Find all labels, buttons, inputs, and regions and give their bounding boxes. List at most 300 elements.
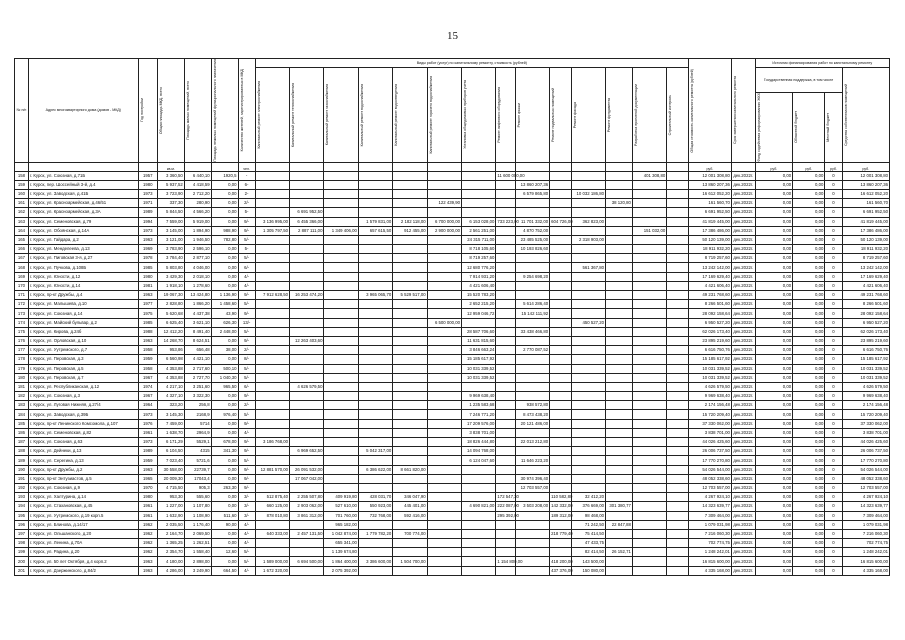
row-work-cost	[606, 392, 633, 401]
row-work-cost	[632, 483, 666, 492]
row-work-cost	[462, 493, 496, 502]
row-work-cost	[393, 318, 427, 327]
row-work-cost	[606, 447, 633, 456]
row-local: 0	[825, 465, 842, 474]
row-regional: 0,00	[793, 226, 825, 235]
row-work-cost	[550, 410, 571, 419]
row-area-living: 8 491,40	[184, 327, 211, 336]
row-work-cost	[324, 281, 358, 290]
row-address: г. Курск, ул. Блинова, д.14/17	[28, 520, 138, 529]
row-federal: 0,00	[755, 401, 793, 410]
row-regional: 0,00	[793, 529, 825, 538]
table-row	[15, 355, 890, 364]
row-area-nonliving: 0,00	[211, 502, 238, 511]
row-work-cost	[550, 300, 571, 309]
row-federal: 0,00	[755, 263, 793, 272]
row-work-cost	[358, 309, 392, 318]
row-work-cost	[358, 456, 392, 465]
row-area-living: 22739,7	[184, 465, 211, 474]
row-work-cost	[606, 281, 633, 290]
row-area-nonliving: 0,00	[211, 355, 238, 364]
row-work-cost	[358, 300, 392, 309]
row-cost-total: 4 267 924,10	[688, 493, 731, 502]
row-cost-total: 10 031 339,52	[688, 373, 731, 382]
row-residents: 5/-	[238, 327, 255, 336]
row-work-cost	[632, 180, 666, 189]
row-work-cost	[571, 245, 605, 254]
row-cost-total: 6 616 750,76	[688, 346, 731, 355]
row-work-cost	[496, 346, 515, 355]
row-work-cost	[667, 254, 689, 263]
row-federal: 0,00	[755, 309, 793, 318]
row-work-cost	[632, 529, 666, 538]
row-work-cost	[550, 189, 571, 198]
row-work-cost	[290, 327, 324, 336]
row-work-cost	[667, 410, 689, 419]
row-area-total: 4 217,10	[157, 382, 184, 391]
row-work-cost	[324, 401, 358, 410]
row-work-cost: 122 439,90	[427, 199, 461, 208]
row-work-cost	[324, 336, 358, 345]
row-area-living: 905,3	[184, 483, 211, 492]
row-area-nonliving: 0,00	[211, 336, 238, 345]
row-work-cost: 1 154 800,00	[496, 557, 515, 566]
row-number: 172	[15, 300, 29, 309]
row-work-cost	[496, 438, 515, 447]
row-work-cost	[515, 336, 549, 345]
row-federal: 0,00	[755, 438, 793, 447]
row-work-cost	[462, 474, 496, 483]
row-federal: 0,00	[755, 235, 793, 244]
row-work-cost: 6 386 622,00	[358, 465, 392, 474]
row-work-cost	[667, 456, 689, 465]
row-work-cost	[358, 208, 392, 217]
row-work-cost	[393, 566, 427, 575]
row-work-cost	[667, 235, 689, 244]
row-number: 188	[15, 447, 29, 456]
row-federal: 0,00	[755, 419, 793, 428]
row-work-cost	[462, 529, 496, 538]
row-work-cost	[290, 254, 324, 263]
table-row	[15, 346, 890, 355]
row-area-total: 323,20	[157, 401, 184, 410]
row-owners: 17 770 270,80	[842, 456, 889, 465]
row-work-cost	[427, 520, 461, 529]
row-work-cost	[632, 189, 666, 198]
row-regional: 0,00	[793, 474, 825, 483]
row-work-cost	[515, 548, 549, 557]
row-address: г. Курск, ул. Луговая Нижняя, д.27/4	[28, 401, 138, 410]
row-local: 0	[825, 291, 842, 300]
row-work-cost	[667, 382, 689, 391]
row-work-cost: 301 380,77	[606, 502, 633, 511]
row-work-cost	[667, 171, 689, 180]
row-work-cost: 437 376,00	[550, 566, 571, 575]
row-work-cost	[290, 483, 324, 492]
row-owners: 3 838 701,00	[842, 428, 889, 437]
row-regional: 0,00	[793, 392, 825, 401]
row-area-total: 3 121,00	[157, 235, 184, 244]
row-residents: 5/-	[238, 300, 255, 309]
row-work-cost	[255, 336, 289, 345]
row-work-cost	[667, 566, 689, 575]
row-cost-total: 17 169 629,40	[688, 272, 731, 281]
row-work-cost	[550, 208, 571, 217]
row-area-total: 3 145,30	[157, 410, 184, 419]
row-local: 0	[825, 566, 842, 575]
row-work-cost: 110 582,80	[550, 493, 571, 502]
row-area-total: 7 023,40	[157, 456, 184, 465]
row-work-cost: 2 457 131,50	[290, 529, 324, 538]
row-work-cost	[255, 520, 289, 529]
row-year: 1961	[138, 511, 157, 520]
row-work-cost	[462, 318, 496, 327]
row-owners: 28 092 158,64	[842, 309, 889, 318]
row-area-living: 2 727,70	[184, 373, 211, 382]
row-work-cost	[571, 419, 605, 428]
row-area-living: 280,90	[184, 199, 211, 208]
row-local: 0	[825, 529, 842, 538]
row-work-cost	[324, 272, 358, 281]
row-year: 1962	[138, 529, 157, 538]
header-address: Адрес многоквартирного дома (домов - МКД)	[28, 59, 138, 163]
row-work-cost	[393, 548, 427, 557]
row-cost-total: 161 560,70	[688, 199, 731, 208]
row-work-cost	[324, 364, 358, 373]
row-year: 1973	[138, 189, 157, 198]
row-work-cost: 1 349 406,00	[324, 226, 358, 235]
row-deadline: дек.2022г.	[731, 401, 755, 410]
row-area-nonliving: 678,00	[211, 438, 238, 447]
row-owners: 12 703 557,00	[842, 483, 889, 492]
row-work-cost	[606, 401, 633, 410]
row-work-cost	[462, 208, 496, 217]
row-work-cost	[571, 208, 605, 217]
row-work-cost: 1 779 782,20	[358, 529, 392, 538]
row-work-cost	[632, 364, 666, 373]
row-work-cost	[496, 548, 515, 557]
row-owners: 15 185 617,92	[842, 355, 889, 364]
row-work-cost: 3 386 600,00	[358, 557, 392, 566]
row-work-cost	[324, 208, 358, 217]
row-work-cost	[606, 327, 633, 336]
row-cost-total: 18 911 932,20	[688, 245, 731, 254]
row-owners: 16 612 052,20	[842, 189, 889, 198]
row-work-cost	[255, 263, 289, 272]
row-cost-total: 7 216 060,30	[688, 529, 731, 538]
row-work-cost	[515, 291, 549, 300]
row-number: 174	[15, 318, 29, 327]
row-work-cost	[290, 456, 324, 465]
row-address: г. Курск, ул. Майский бульвар, д.2	[28, 318, 138, 327]
row-work-cost	[667, 318, 689, 327]
row-work-cost: 428 031,70	[358, 493, 392, 502]
row-owners: 6 691 952,50	[842, 208, 889, 217]
row-work-cost	[606, 226, 633, 235]
row-cost-total: 48 052 338,60	[688, 474, 731, 483]
row-cost-total: 9 969 638,40	[688, 392, 731, 401]
row-work-cost	[427, 456, 461, 465]
row-work-cost	[393, 447, 427, 456]
row-work-cost	[290, 566, 324, 575]
row-work-cost: 376 669,00	[571, 502, 605, 511]
row-work-cost	[290, 171, 324, 180]
row-area-total: 953,30	[157, 493, 184, 502]
row-work-cost	[571, 336, 605, 345]
row-work-cost: 6 455 366,00	[290, 217, 324, 226]
header-work-9: Ремонт крыши	[516, 102, 521, 127]
table-row	[15, 438, 890, 447]
header-work-7: Установка общедомовых приборов учета	[463, 80, 468, 150]
row-residents: 9/-	[238, 483, 255, 492]
row-deadline: дек.2022г.	[731, 245, 755, 254]
row-work-cost	[606, 171, 633, 180]
row-local: 0	[825, 410, 842, 419]
row-work-cost	[393, 392, 427, 401]
row-residents: 2/-	[238, 346, 255, 355]
row-owners: 4 267 924,10	[842, 493, 889, 502]
row-residents: 5/-	[238, 557, 255, 566]
row-work-cost	[606, 318, 633, 327]
row-work-cost	[606, 263, 633, 272]
row-work-cost: 660 125,00	[255, 502, 289, 511]
row-deadline: дек.2022г.	[731, 208, 755, 217]
row-federal: 0,00	[755, 291, 793, 300]
row-work-cost: 1 589 000,00	[255, 557, 289, 566]
row-work-cost	[515, 382, 549, 391]
row-area-total: 2 828,80	[157, 300, 184, 309]
row-deadline: дек.2022г.	[731, 263, 755, 272]
row-number: 161	[15, 199, 29, 208]
row-work-cost	[427, 263, 461, 272]
row-work-cost	[515, 566, 549, 575]
row-work-cost	[255, 327, 289, 336]
table-row	[15, 447, 890, 456]
row-address: г. Курск, ул. Халтурина, д.14	[28, 493, 138, 502]
row-work-cost	[255, 548, 289, 557]
row-area-total: 1 918,10	[157, 281, 184, 290]
row-cost-total: 50 120 139,00	[688, 235, 731, 244]
row-work-cost	[393, 180, 427, 189]
row-work-cost: 10 193 826,60	[515, 245, 549, 254]
row-owners: 62 026 173,40	[842, 327, 889, 336]
row-address: г. Курск, ул. Стахановская, д.45	[28, 502, 138, 511]
row-federal: 0,00	[755, 217, 793, 226]
row-cost-total: 17 770 270,80	[688, 456, 731, 465]
row-work-cost	[324, 217, 358, 226]
row-work-cost	[632, 336, 666, 345]
row-cost-total: 13 860 207,36	[688, 180, 731, 189]
row-work-cost: 732 768,00	[358, 511, 392, 520]
row-work-cost	[255, 410, 289, 419]
row-cost-total: 10 031 339,52	[688, 364, 731, 373]
table-row	[15, 529, 890, 538]
row-deadline: дек.2022г.	[731, 235, 755, 244]
row-work-cost	[358, 189, 392, 198]
row-residents: 5/-	[238, 364, 255, 373]
row-work-cost	[427, 474, 461, 483]
row-work-cost	[606, 428, 633, 437]
row-area-total: 2 035,50	[157, 520, 184, 529]
row-address: г. Курск, пр-кт Ленинского Комсомола, д.107	[28, 419, 138, 428]
row-number: 170	[15, 281, 29, 290]
row-area-nonliving: 0,00	[211, 263, 238, 272]
row-work-cost	[606, 566, 633, 575]
row-deadline: дек.2022г.	[731, 474, 755, 483]
table-row	[15, 281, 890, 290]
row-deadline: дек.2022г.	[731, 281, 755, 290]
row-work-cost: 7 912 628,50	[255, 291, 289, 300]
row-work-cost	[290, 309, 324, 318]
row-federal: 0,00	[755, 511, 793, 520]
row-work-cost: 362 823,00	[571, 217, 605, 226]
row-deadline: дек.2022г.	[731, 548, 755, 557]
row-work-cost: 938 572,80	[515, 401, 549, 410]
row-work-cost	[290, 235, 324, 244]
row-deadline: дек.2022г.	[731, 438, 755, 447]
row-area-living: 3 251,60	[184, 382, 211, 391]
row-work-cost	[550, 171, 571, 180]
row-work-cost	[667, 428, 689, 437]
row-year: 1958	[138, 346, 157, 355]
row-work-cost: 295 392,00	[496, 511, 515, 520]
row-work-cost	[290, 346, 324, 355]
row-work-cost	[358, 428, 392, 437]
row-work-cost	[515, 318, 549, 327]
row-number: 166	[15, 245, 29, 254]
row-area-nonliving: 500,10	[211, 364, 238, 373]
row-work-cost	[324, 327, 358, 336]
row-year: 1964	[138, 401, 157, 410]
row-area-nonliving: 0,00	[211, 539, 238, 548]
row-work-cost	[358, 254, 392, 263]
row-work-cost	[550, 373, 571, 382]
row-work-cost	[290, 355, 324, 364]
row-work-cost	[255, 419, 289, 428]
row-area-living: 2 898,00	[184, 557, 211, 566]
row-federal: 0,00	[755, 327, 793, 336]
row-address: г. Курск, ул. Юности, д.14	[28, 281, 138, 290]
row-area-nonliving: 90,00	[211, 520, 238, 529]
row-local: 0	[825, 272, 842, 281]
table-row	[15, 474, 890, 483]
row-work-cost	[606, 511, 633, 520]
table-row	[15, 272, 890, 281]
row-cost-total: 23 895 219,60	[688, 336, 731, 345]
row-work-cost	[632, 346, 666, 355]
row-residents: 9/-	[238, 419, 255, 428]
table-row	[15, 410, 890, 419]
row-work-cost	[550, 309, 571, 318]
row-work-cost	[324, 392, 358, 401]
row-work-cost	[496, 199, 515, 208]
row-work-cost	[667, 529, 689, 538]
row-work-cost: 912 455,00	[393, 226, 427, 235]
row-number: 176	[15, 336, 29, 345]
row-work-cost	[667, 474, 689, 483]
row-work-cost	[324, 483, 358, 492]
row-regional: 0,00	[793, 548, 825, 557]
row-federal: 0,00	[755, 208, 793, 217]
row-number: 173	[15, 309, 29, 318]
row-local: 0	[825, 263, 842, 272]
row-work-cost: 8 719 257,60	[462, 254, 496, 263]
row-work-cost: 82 414,50	[571, 548, 605, 557]
row-work-cost	[606, 419, 633, 428]
row-cost-total: 49 231 768,60	[688, 291, 731, 300]
row-work-cost	[632, 557, 666, 566]
table-row	[15, 327, 890, 336]
row-area-nonliving: 2 448,00	[211, 327, 238, 336]
row-owners: 702 774,75	[842, 539, 889, 548]
row-work-cost	[358, 336, 392, 345]
row-work-cost: 23 485 525,00	[515, 235, 549, 244]
row-year: 1974	[138, 382, 157, 391]
row-work-cost	[550, 456, 571, 465]
row-area-living: 1 278,60	[184, 281, 211, 290]
row-work-cost	[290, 548, 324, 557]
row-work-cost	[462, 483, 496, 492]
row-work-cost	[606, 245, 633, 254]
row-work-cost: 12 703 557,00	[515, 483, 549, 492]
row-work-cost: 527 610,00	[324, 502, 358, 511]
row-work-cost	[255, 254, 289, 263]
row-address: г. Курск, ул. Союзная, д.9	[28, 483, 138, 492]
row-work-cost	[496, 483, 515, 492]
row-regional: 0,00	[793, 456, 825, 465]
row-work-cost	[393, 281, 427, 290]
table-row	[15, 392, 890, 401]
row-regional: 0,00	[793, 217, 825, 226]
row-federal: 0,00	[755, 428, 793, 437]
row-address: г. Курск, ул. Заводская, д.39Б	[28, 410, 138, 419]
row-work-cost	[606, 438, 633, 447]
row-regional: 0,00	[793, 438, 825, 447]
row-address: г. Курск, ул. Семеновская, д.79	[28, 217, 138, 226]
row-deadline: дек.2022г.	[731, 382, 755, 391]
row-year: 1981	[138, 281, 157, 290]
row-year: 1980	[138, 180, 157, 189]
row-area-living: 1 108,90	[184, 511, 211, 520]
row-local: 0	[825, 189, 842, 198]
row-work-cost	[358, 245, 392, 254]
row-work-cost	[324, 189, 358, 198]
row-work-cost: 409 919,80	[324, 493, 358, 502]
row-regional: 0,00	[793, 539, 825, 548]
row-year: 1963	[138, 235, 157, 244]
row-work-cost	[667, 281, 689, 290]
row-work-cost	[550, 539, 571, 548]
row-number: 186	[15, 428, 29, 437]
row-work-cost: 700 774,00	[393, 529, 427, 538]
table-row	[15, 493, 890, 502]
row-work-cost	[571, 428, 605, 437]
row-cost-total: 6 691 952,50	[688, 208, 731, 217]
row-work-cost	[290, 419, 324, 428]
row-area-nonliving: 0,00	[211, 199, 238, 208]
row-work-cost	[667, 419, 689, 428]
row-work-cost	[427, 327, 461, 336]
header-work-4: Капитальный ремонт водоснабжения	[359, 83, 364, 146]
row-number: 178	[15, 355, 29, 364]
row-work-cost: 2 075 392,00	[324, 566, 358, 575]
row-work-cost	[515, 263, 549, 272]
row-federal: 0,00	[755, 355, 793, 364]
row-area-living: 8 624,51	[184, 336, 211, 345]
header-local: Местный бюджет	[826, 112, 831, 142]
row-work-cost	[427, 180, 461, 189]
row-federal: 0,00	[755, 465, 793, 474]
